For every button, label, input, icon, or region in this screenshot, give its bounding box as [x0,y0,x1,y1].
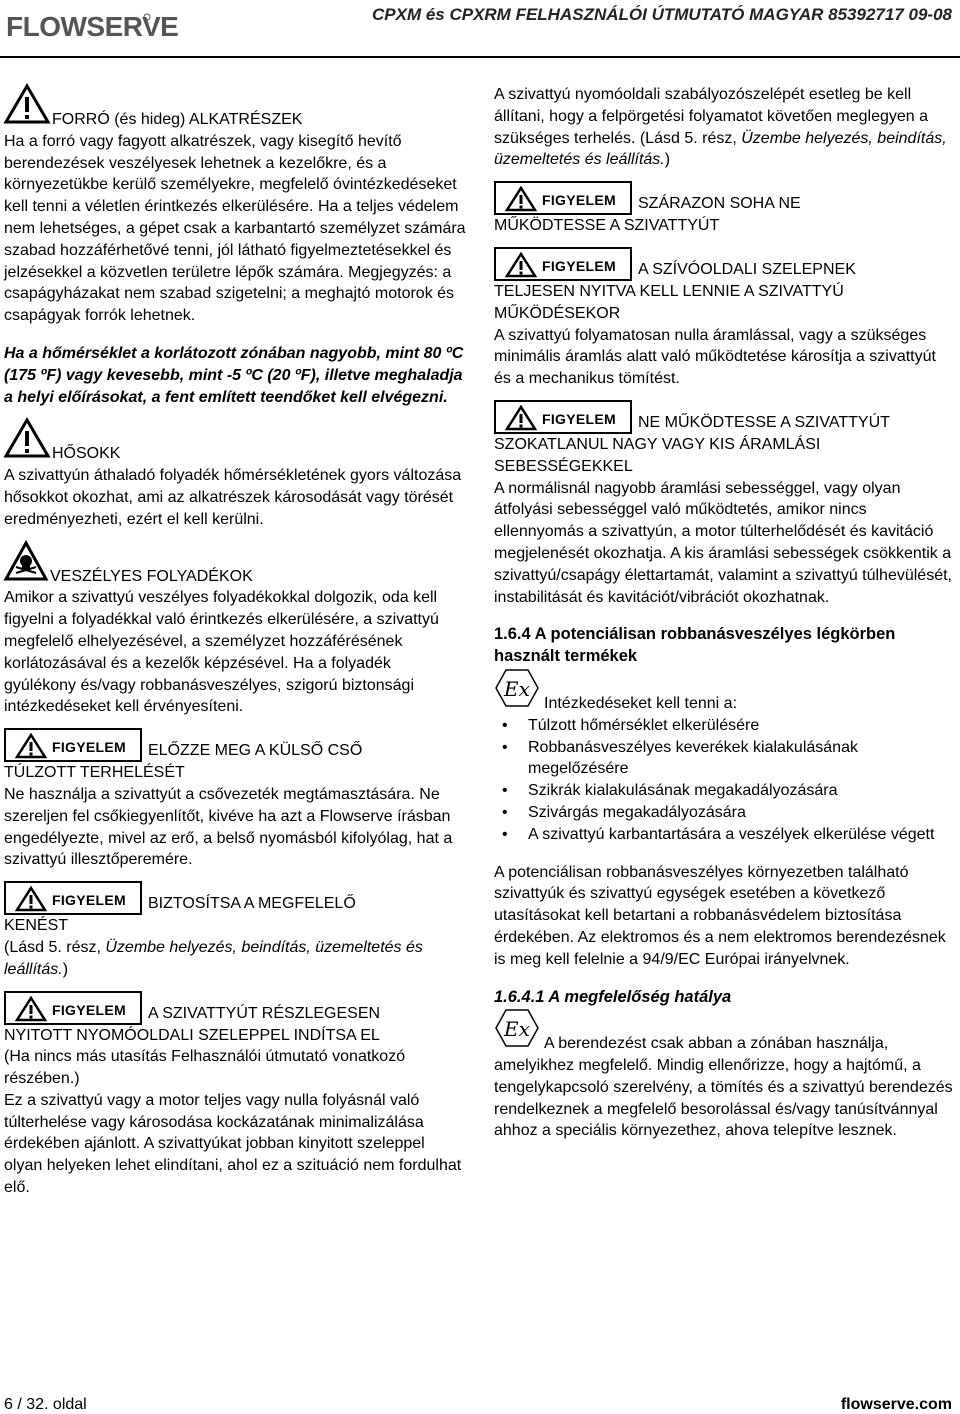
figyelem-warning-label: FIGYELEM [4,881,142,915]
hazardous-liquids-title: VESZÉLYES FOLYADÉKOK [50,567,253,585]
lubrication-ref: (Lásd 5. rész, [4,938,106,956]
dry-run-title-cont: MŰKÖDTESSE A SZIVATTYÚT [494,217,720,235]
hot-parts-body: Ha a forró vagy fagyott alkatrészek, vagy kisegítő hevítő berendezések veszélyesek lehetnek a kezelőkre, és a környezetükbe kerülő személyekre, megfelelő óvintézkedéseket kell tenni a véletlen érintkezés elkerülésére. Ha a teljes védelem nem lehetséges, a gépet csak a karbantartó személyzet számára szabad hozzáférhetővé tenni, jól látható figyelmeztetésekkel és jelzésekkel a közvetlen területre lépők számára. Megjegyzés: a csapágyházakat nem szabad szigetelni; a meghajtó motorok és csapágyak forrók lehetnek. [4,132,466,325]
header-rule [0,56,960,58]
flow-rate-body: A normálisnál nagyobb áramlási sebességgel, vagy olyan átfolyási sebességgel való működtetés, amikor nincs ellennyomás a szivattyún, a motor túlterhelődését és kavitáció megjelenését okozhatja. A kis áramlási sebességek csökkentik a szivattyú/csapágy élettartamát, valamint a szivattyú túlhevülését, instabilitását és kavitációt/vibrációt okozhatnak. [494,479,952,606]
page-number: 6 / 32. oldal [4,1396,87,1413]
warning-triangle-icon [4,418,50,465]
svg-text:Ex: Ex [504,1017,530,1042]
lubrication-title: BIZTOSÍTSA A MEGFELELŐ [148,895,356,913]
figyelem-warning-label: FIGYELEM [4,991,142,1025]
section-1-6-4-heading: 1.6.4 A potenciálisan robbanásveszélyes légkörben használt termékek [494,625,896,666]
suction-valve-body: A szivattyú folyamatosan nulla áramlással, vagy a szükséges minimális áramlás alatt való működtetése károsítja a szivattyút és a mechanikus tömítést. [494,326,936,388]
hazardous-liquids-block [4,541,466,719]
figyelem-warning-label: FIGYELEM [494,181,632,215]
valve-start-title: A SZIVATTYÚT RÉSZLEGESEN [148,1004,381,1022]
hot-parts-title: FORRÓ (és hideg) ALKATRÉSZEK [52,111,303,128]
measures-list [494,715,954,846]
list-item: • Túlzott hőmérséklet elkerülésére [494,715,954,737]
hot-parts-block [4,84,466,327]
dry-run-title: SZÁRAZON SOHA NE [638,195,801,213]
suction-valve-title-cont: TELJESEN NYITVA KELL LENNIE A SZIVATTYÚ MŰKÖDÉSEKOR [494,282,844,322]
list-item: • A szivattyú karbantartására a veszélyek elkerülése végett [494,824,954,846]
temperature-note: Ha a hőmérséklet a korlátozott zónában nagyobb, mint 80 ºC (175 ºF) vagy kevesebb, mint -5 ºC (20 ºF), illetve meghaladja a helyi előírásokat, a fent említett teendőket kell elvégezni. [4,344,464,406]
valve-start-block [4,991,466,1199]
list-item: • Szivárgás megakadályozására [494,802,954,824]
figyelem-warning-label: FIGYELEM [494,247,632,281]
flow-rate-block [494,400,954,608]
pipe-load-title: ELŐZZE MEG A KÜLSŐ CSŐ [148,742,363,760]
hazardous-liquids-body: Amikor a szivattyú veszélyes folyadékokkal dolgozik, oda kell figyelni a folyadékkal való érintkezés elkerülésére, a szivattyú megfelelő elhelyezésével, a személyzet hozzáférésének korlátozásával és a kezelők képzésével. Ha a folyadék gyúlékony és/vagy robbanásveszélyes, szigorú biztonsági intézkedéseket kell érvényesíteni. [4,589,439,716]
ex-atex-icon [494,668,540,715]
valve-start-body: Ez a szivattyú vagy a motor teljes vagy nulla folyásnál való túlterhelése vagy károsodása kockázatának minimalizálása érdekében ajánlott. A szivattyúkat jobban kinyitott szeleppel olyan helyeken lehet elindítani, ahol ez a szituáció nem fordulhat elő. [4,1091,462,1197]
valve-start-note: (Ha nincs más utasítás Felhasználói útmutató vonatkozó részében.) [4,1048,406,1088]
pipe-load-title-cont: TÚLZOTT TERHELÉSÉT [4,764,185,782]
section-1-6-4-1-heading: 1.6.4.1 A megfelelőség hatálya [494,987,732,1006]
document-title: CPXM és CPXRM FELHASZNÁLÓI ÚTMUTATÓ MAGYAR 85392717 09-08 [371,5,952,24]
pipe-load-body: Ne használja a szivattyút a csővezeték megtámasztására. Ne szereljen fel csőkiegyenlítőt, kivéve ha azt a Flowserve írásban engedélyezte, mivel az erő, a belső nyomásból kifolyólag, hat a szivattyú illesztőperemére. [4,785,453,869]
right-column [494,84,954,1142]
pipe-load-block [4,728,466,871]
thermal-shock-title: HŐSOKK [52,445,121,463]
ex-atex-icon [494,1008,540,1055]
thermal-shock-block [4,418,466,530]
footer-site-link[interactable]: flowserve.com [840,1396,952,1413]
flow-rate-title: NE MŰKÖDTESSE A SZIVATTYÚT [638,414,890,432]
suction-valve-block [494,247,954,390]
svg-text:Ex: Ex [504,676,530,701]
left-column [4,84,466,1199]
warning-triangle-icon [4,84,50,131]
discharge-valve-intro: A szivattyú nyomóoldali szabályozószelépét esetleg be kell állítani, hogy a felpörgetési folyamatot követően meglegyen a szükséges terhelés. (Lásd 5. rész, Üzembe helyezés, beindítás, üzemeltetés és leállítás.) [494,86,947,169]
measures-intro: Ex Intézkedéseket kell tenni a: [494,668,954,715]
page-header [0,0,960,56]
atex-body: A potenciálisan robbanásveszélyes környezetben található szivattyúk és szivattyú egységek esetében a következő utasításokat kell betartani a robbanásvédelem biztosítása érdekében. Az elektromos és a nem elektromos berendezésnek is meg kell felelnie a 94/9/EC Európai irányelvnek. [494,863,946,968]
flowserve-logo [6,6,179,53]
lubrication-block: FIGYELEM BIZTOSÍTSA A MEGFELELŐ KENÉST (Lásd 5. rész, Üzembe helyezés, beindítás, üzemeltetés és leállítás.) [4,881,466,980]
valve-start-title-cont: NYITOTT NYOMÓOLDALI SZELEPPEL INDÍTSA EL [4,1026,380,1044]
dry-run-block [494,181,954,237]
suction-valve-title: A SZÍVÓOLDALI SZELEPNEK [638,261,856,279]
thermal-shock-body: A szivattyún áthaladó folyadék hőmérsékletének gyors változása hősokkot okozhat, ami az alkatrészek károsodását vagy törését eredményezheti, ezért el kell kerülni. [4,467,462,528]
skull-warning-icon [4,541,48,588]
lubrication-title-cont: KENÉST [4,917,69,935]
scope-block: Ex A berendezést csak abban a zónában használja, amelyikhez megfelelő. Mindig ellenőrizze, hogy a hajtómű, a tengelykapcsoló szerelvény, a tömítés és a szivattyú berendezés rendelkeznek a megfelelő besorolással és/vagy tanúsítvánnyal ahhoz a speciális környezethez, ahova telepítve lesznek. [494,1008,954,1142]
figyelem-warning-label: FIGYELEM [4,728,142,762]
flow-rate-title-cont: SZOKATLANUL NAGY VAGY KIS ÁRAMLÁSI SEBESSÉGEKKEL [494,435,821,475]
list-item: • Szikrák kialakulásának megakadályozására [494,780,954,802]
figyelem-warning-label: FIGYELEM [494,400,632,434]
svg-text:FLOWSERVE: FLOWSERVE [6,11,179,42]
lubrication-ref-italic: Üzembe helyezés, beindítás, üzemeltetés és leállítás. [4,938,423,978]
list-item: • Robbanásveszélyes keverékek kialakulásának megelőzésére [494,737,954,781]
